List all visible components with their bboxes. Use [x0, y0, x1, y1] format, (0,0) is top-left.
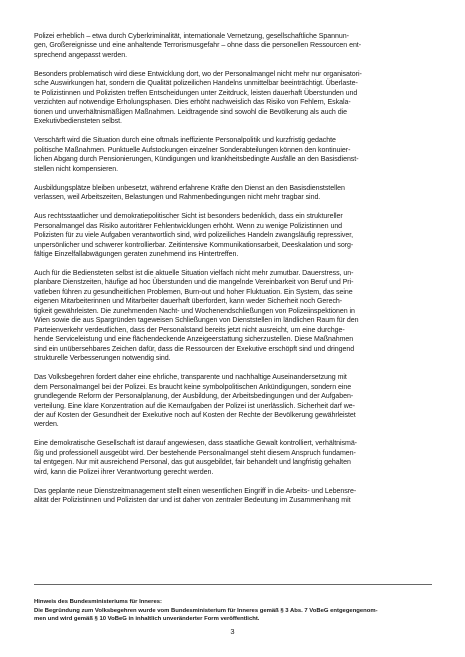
- text-line: werden.: [34, 421, 59, 429]
- text-line: wird, kann die Polizei ihrer Verantwortung gerecht werden.: [34, 468, 214, 476]
- text-line: Das Volksbegehren fordert daher eine ehrliche, transparente und nachhaltige Auseinandersetzung mit: [34, 374, 347, 382]
- text-line: verlassen, weil Arbeitszeiten, Belastungen und Rahmenbedingungen nicht mehr tragbar sind.: [34, 194, 321, 202]
- text-line: sche Auswirkungen hat, sondern die Qualität polizeilichen Handelns unmittelbar beeinträchtigt. Überlaste-: [34, 80, 358, 88]
- text-line: gen, Großereignisse und eine anhaltende Terrorismusgefahr – ohne dass die personellen Ressourcen ent-: [34, 42, 362, 50]
- paragraph: [34, 70, 434, 127]
- text-line: Aus rechtsstaatlicher und demokratiepolitischer Sicht ist besonders bedenklich, dass ein struktureller: [34, 213, 343, 221]
- text-line: tigkeit gewährleisten. Die zunehmenden Nacht- und Wochenendschließungen von Polizeiinspektionen in: [34, 307, 355, 315]
- text-line: Auch für die Bediensteten selbst ist die aktuelle Situation vielfach nicht mehr zumutbar. Dauerstress, un-: [34, 270, 354, 278]
- text-line: vatleben führen zu gesundheitlichen Problemen, Burn-out und hoher Fluktuation. Ein System, das seine: [34, 288, 353, 296]
- text-line: dem Personalmangel bei der Polizei. Es braucht keine symbolpolitischen Ankündigungen, sondern eine: [34, 383, 352, 391]
- text-line: verzichten auf notwendige Erholungsphasen. Dies erhöht nachweislich das Risiko von Fehlern, Eskala-: [34, 99, 351, 107]
- text-line: Das geplante neue Dienstzeitmanagement stellt einen wesentlichen Eingriff in die Arbeits- und Lebensre-: [34, 487, 357, 495]
- paragraph: [34, 487, 434, 506]
- text-line: Besonders problematisch wird diese Entwicklung dort, wo der Personalmangel nicht mehr nur organisatori-: [34, 70, 362, 78]
- text-line: der auf Kosten der Gesundheit der Exekutive noch auf Kosten der Rechte der Bevölkerung gewährleistet: [34, 411, 356, 419]
- page-number: 3: [230, 627, 235, 636]
- text-line: tionen und unverhältnismäßigen Maßnahmen. Leidtragende sind sowohl die Bevölkerung als auch die: [34, 108, 347, 116]
- footnote-title: Hinweis des Bundesministeriums für Inneres:: [34, 599, 162, 605]
- text-line: Personalmangel das Risiko autoritärer Fehlentwicklungen erhöht. Wenn zu wenige Polizistinnen und: [34, 222, 343, 230]
- footnote-line: Die Begründung zum Volksbegehren wurde vom Bundesministerium für Inneres gemäß § 3 Abs. 7 VoBeG entgegengenom-: [34, 607, 378, 614]
- text-line: stellen nicht kompensieren.: [34, 165, 119, 173]
- text-line: Ausbildungsplätze bleiben unbesetzt, während erfahrene Kräfte den Dienst an den Basisdienststellen: [34, 184, 345, 192]
- text-line: politische Maßnahmen. Punktuelle Aufstockungen einzelner Sonderabteilungen können den kontinuier-: [34, 146, 351, 154]
- text-line: Polizei erheblich – etwa durch Cyberkriminalität, internationale Vernetzung, gesellschaftliche Spannun-: [34, 33, 349, 40]
- text-line: eigenen Mitarbeiterinnen und Mitarbeiter dauerhaft überfordert, kann weder Sicherheit noch Gerech-: [34, 298, 343, 306]
- text-line: te Polizistinnen und Polizisten treffen Entscheidungen unter Zeitdruck, leisten dauerhaft Überstunden und: [34, 89, 358, 97]
- paragraph: [34, 184, 434, 203]
- paragraph: [34, 269, 434, 364]
- paragraph: [34, 32, 434, 60]
- footnote-line: men und wird gemäß § 10 VoBeG in inhaltlich unveränderter Form veröffentlicht.: [34, 616, 260, 623]
- text-line: ßig und professionell ausgeübt wird. Der bestehende Personalmangel steht diesem Anspruch fundamen-: [34, 449, 356, 457]
- paragraph: [34, 212, 434, 259]
- text-line: planbare Dienstzeiten, häufige ad hoc Überstunden und die mangelnde Vereinbarkeit von Beruf und Pri-: [34, 279, 354, 287]
- text-line: Parteienverkehr verdeutlichen, dass der Personalstand bereits jetzt nicht ausreicht, um eine durchge-: [34, 326, 345, 334]
- text-line: Exekutivbediensteten selbst.: [34, 118, 122, 126]
- text-line: sprechend angepasst werden.: [34, 51, 128, 59]
- footnote-divider: [34, 584, 432, 585]
- paragraph: [34, 439, 434, 477]
- body-text: [34, 32, 434, 515]
- text-line: verteilung. Eine klare Konzentration auf die Kernaufgaben der Polizei ist unerlässlich. Sicherheit darf we-: [34, 402, 355, 410]
- text-line: Wien sowie die aus Spargründen tageweisen Schließungen von Dienststellen im ländlichen Raum für den: [34, 317, 359, 325]
- text-line: hende Serviceleistung und eine flächendeckende Anzeigeerstattung sicherzustellen. Diese Maßnahmen: [34, 336, 354, 344]
- paragraph: [34, 373, 434, 430]
- text-line: strukturelle Verbesserungen notwendig sind.: [34, 355, 171, 363]
- paragraph: [34, 136, 434, 174]
- text-line: tal entgegen. Nur mit ausreichend Personal, das gut ausgebildet, fair behandelt und langfristig gehalten: [34, 459, 351, 467]
- text-line: grundlegende Reform der Personalplanung, der Ausbildung, der Arbeitsbedingungen und der Aufgaben-: [34, 393, 354, 401]
- text-line: fältige Einzelfallabwägungen geraten zunehmend ins Hintertreffen.: [34, 250, 239, 258]
- text-line: sind ein unübersehbares Zeichen dafür, dass die Ressourcen der Exekutive erschöpft sind und dringend: [34, 345, 355, 353]
- footnote: [34, 598, 434, 624]
- text-line: Eine demokratische Gesellschaft ist darauf angewiesen, dass staatliche Gewalt kontrolliert, verhältnismä-: [34, 440, 357, 448]
- text-line: alität der Polizistinnen und Polizisten dar und ist daher von zentraler Bedeutung im Zusammenhang mit: [34, 497, 351, 505]
- text-line: unpersönlicher und schwerer kontrollierbar. Zeitintensive Kommunikationsarbeit, Deeskalation und sorg-: [34, 241, 354, 249]
- text-line: lichen Abgang durch Pensionierungen, Kündigungen und krankheitsbedingte Ausfälle an den Basisdienst-: [34, 156, 359, 164]
- text-line: Verschärft wird die Situation durch eine oftmals ineffiziente Personalpolitik und kurzfristig gedachte: [34, 137, 336, 145]
- text-line: Polizisten für zu viele Aufgaben verantwortlich sind, wird polizeiliches Handeln zwangsläufig repressiver,: [34, 232, 354, 240]
